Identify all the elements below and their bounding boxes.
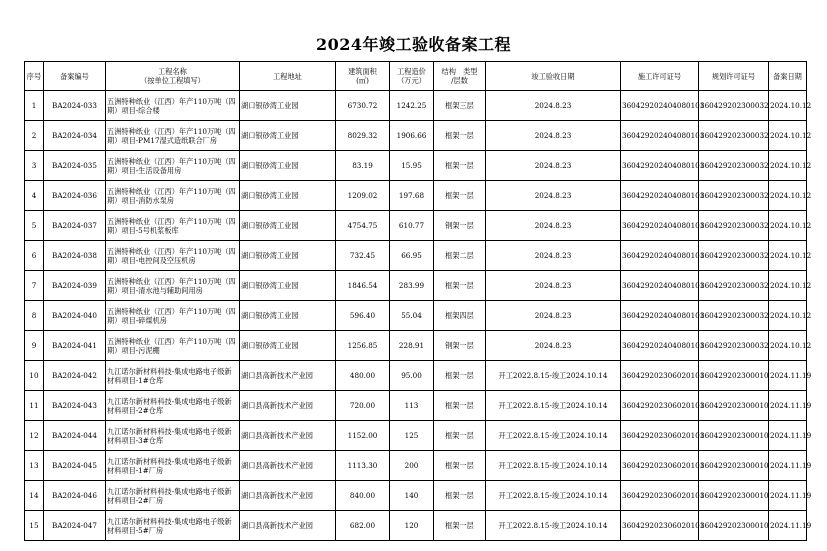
header-structure-line2: /层数 (451, 76, 468, 85)
cell-project-name: 五洲特种纸业（江西）年产110万吨（四期）项目-污泥棚 (106, 331, 240, 361)
cell-permit-no: 360429202404080101 (621, 181, 699, 211)
cell-area: 720.00 (336, 391, 390, 421)
cell-project-name: 九江诺尔新材料科技-集成电路电子级新材料项目-5#厂房 (106, 511, 240, 541)
table-row (25, 391, 807, 421)
header-cost (390, 62, 434, 91)
table-row (25, 511, 807, 541)
table-row (25, 151, 807, 181)
header-project-name (106, 62, 240, 91)
cell-structure: 框架一层 (434, 511, 486, 541)
cell-accept-date: 开工2022.8.15-竣工2024.10.14 (486, 361, 621, 391)
header-permit-no: 施工许可证号 (621, 62, 699, 91)
cell-accept-date: 2024.8.23 (486, 301, 621, 331)
cell-record-date: 2024.11.19 (769, 451, 807, 481)
cell-accept-date: 2024.8.23 (486, 211, 621, 241)
cell-record-no: BA2024-043 (44, 391, 106, 421)
cell-permit-no: 360429202404080101 (621, 211, 699, 241)
cell-address: 湖口银砂湾工业园 (240, 301, 336, 331)
table-row (25, 481, 807, 511)
cell-area: 1256.85 (336, 331, 390, 361)
cell-accept-date: 2024.8.23 (486, 271, 621, 301)
cell-project-name: 九江诺尔新材料科技-集成电路电子级新材料项目-2#仓库 (106, 391, 240, 421)
cell-record-no: BA2024-034 (44, 121, 106, 151)
cell-seq: 1 (25, 91, 44, 121)
cell-cost: 140 (390, 481, 434, 511)
cell-seq: 9 (25, 331, 44, 361)
cell-plan-no: 360429202300032 (699, 181, 769, 211)
cell-record-no: BA2024-047 (44, 511, 106, 541)
cell-area: 1113.30 (336, 451, 390, 481)
cell-accept-date: 2024.8.23 (486, 121, 621, 151)
cell-seq: 15 (25, 511, 44, 541)
cell-project-name: 五洲特种纸业（江西）年产110万吨（四期）项目-电控间及空压机房 (106, 241, 240, 271)
header-structure (434, 62, 486, 91)
cell-plan-no: 360429202300032 (699, 91, 769, 121)
cell-record-date: 2024.11.19 (769, 361, 807, 391)
cell-permit-no: 360429202306020101 (621, 421, 699, 451)
cell-record-no: BA2024-039 (44, 271, 106, 301)
cell-record-date: 2024.10.12 (769, 271, 807, 301)
cell-address: 湖口银砂湾工业园 (240, 91, 336, 121)
cell-record-no: BA2024-046 (44, 481, 106, 511)
table-row (25, 211, 807, 241)
cell-structure: 框架一层 (434, 451, 486, 481)
cell-record-date: 2024.10.12 (769, 241, 807, 271)
cell-cost: 228.91 (390, 331, 434, 361)
cell-permit-no: 360429202404080101 (621, 241, 699, 271)
cell-seq: 11 (25, 391, 44, 421)
cell-plan-no: 360429202300032 (699, 331, 769, 361)
cell-record-date: 2024.10.12 (769, 301, 807, 331)
cell-permit-no: 360429202404080101 (621, 271, 699, 301)
cell-record-date: 2024.10.12 (769, 181, 807, 211)
cell-structure: 框架一层 (434, 151, 486, 181)
cell-project-name: 五洲特种纸业（江西）年产110万吨（四期）项目-清水池与辅助间用房 (106, 271, 240, 301)
header-project-name-line2: （按单位工程填写） (140, 76, 205, 85)
cell-record-date: 2024.10.12 (769, 91, 807, 121)
cell-cost: 55.04 (390, 301, 434, 331)
cell-address: 湖口县高新技术产业园 (240, 421, 336, 451)
cell-cost: 1242.25 (390, 91, 434, 121)
cell-area: 732.45 (336, 241, 390, 271)
cell-permit-no: 360429202306020101 (621, 511, 699, 541)
cell-project-name: 五洲特种纸业（江西）年产110万吨（四期）项目-综合楼 (106, 91, 240, 121)
cell-seq: 8 (25, 301, 44, 331)
cell-project-name: 五洲特种纸业（江西）年产110万吨（四期）项目-5号机浆板库 (106, 211, 240, 241)
cell-address: 湖口县高新技术产业园 (240, 481, 336, 511)
cell-area: 840.00 (336, 481, 390, 511)
cell-structure: 框架一层 (434, 361, 486, 391)
header-project-name-line1: 工程名称 (158, 67, 187, 76)
header-cost-line2: （万元） (397, 76, 426, 85)
cell-address: 湖口银砂湾工业园 (240, 271, 336, 301)
cell-project-name: 九江诺尔新材料科技-集成电路电子级新材料项目-3#仓库 (106, 421, 240, 451)
table-row (25, 121, 807, 151)
cell-project-name: 九江诺尔新材料科技-集成电路电子级新材料项目-2#厂房 (106, 481, 240, 511)
cell-project-name: 五洲特种纸业（江西）年产110万吨（四期）项目-PM17湿式造纸联合厂房 (106, 121, 240, 151)
cell-record-no: BA2024-033 (44, 91, 106, 121)
cell-area: 1209.02 (336, 181, 390, 211)
cell-seq: 7 (25, 271, 44, 301)
records-table (24, 61, 812, 541)
cell-cost: 197.68 (390, 181, 434, 211)
cell-structure: 框架四层 (434, 301, 486, 331)
cell-plan-no: 360429202300032 (699, 121, 769, 151)
cell-record-no: BA2024-037 (44, 211, 106, 241)
cell-structure: 钢架一层 (434, 211, 486, 241)
cell-seq: 12 (25, 421, 44, 451)
cell-structure: 框架三层 (434, 91, 486, 121)
cell-area: 480.00 (336, 361, 390, 391)
cell-record-date: 2024.11.19 (769, 511, 807, 541)
cell-plan-no: 360429202300032 (699, 151, 769, 181)
cell-address: 湖口县高新技术产业园 (240, 511, 336, 541)
cell-plan-no: 360429202300010 (699, 361, 769, 391)
cell-permit-no: 360429202306020101 (621, 361, 699, 391)
cell-area: 83.19 (336, 151, 390, 181)
cell-accept-date: 2024.8.23 (486, 181, 621, 211)
cell-record-no: BA2024-042 (44, 361, 106, 391)
cell-structure: 框架一层 (434, 421, 486, 451)
cell-record-no: BA2024-040 (44, 301, 106, 331)
cell-address: 湖口县高新技术产业园 (240, 451, 336, 481)
cell-record-no: BA2024-041 (44, 331, 106, 361)
cell-seq: 4 (25, 181, 44, 211)
cell-project-name: 五洲特种纸业（江西）年产110万吨（四期）项目-碎煤机房 (106, 301, 240, 331)
cell-accept-date: 开工2022.8.15-竣工2024.10.14 (486, 511, 621, 541)
header-plan-no: 规划许可证号 (699, 62, 769, 91)
cell-record-date: 2024.11.19 (769, 421, 807, 451)
cell-address: 湖口银砂湾工业园 (240, 181, 336, 211)
cell-accept-date: 2024.8.23 (486, 331, 621, 361)
cell-cost: 200 (390, 451, 434, 481)
header-area (336, 62, 390, 91)
cell-plan-no: 360429202300010 (699, 481, 769, 511)
cell-address: 湖口县高新技术产业园 (240, 391, 336, 421)
cell-plan-no: 360429202300032 (699, 271, 769, 301)
cell-plan-no: 360429202300010 (699, 421, 769, 451)
cell-cost: 113 (390, 391, 434, 421)
cell-permit-no: 360429202306020101 (621, 481, 699, 511)
cell-seq: 10 (25, 361, 44, 391)
cell-record-date: 2024.10.12 (769, 211, 807, 241)
header-structure-line1: 结构 类型 (441, 67, 478, 76)
table-row (25, 181, 807, 211)
cell-cost: 120 (390, 511, 434, 541)
cell-project-name: 五洲特种纸业（江西）年产110万吨（四期）项目-生活设备用房 (106, 151, 240, 181)
cell-record-no: BA2024-045 (44, 451, 106, 481)
cell-accept-date: 开工2022.8.15-竣工2024.10.14 (486, 481, 621, 511)
cell-area: 682.00 (336, 511, 390, 541)
cell-seq: 5 (25, 211, 44, 241)
cell-permit-no: 360429202306020101 (621, 391, 699, 421)
cell-permit-no: 360429202404080101 (621, 151, 699, 181)
cell-accept-date: 开工2022.8.15-竣工2024.10.14 (486, 421, 621, 451)
cell-structure: 框架一层 (434, 481, 486, 511)
cell-cost: 15.95 (390, 151, 434, 181)
cell-permit-no: 360429202404080101 (621, 331, 699, 361)
cell-address: 湖口银砂湾工业园 (240, 121, 336, 151)
cell-structure: 框架一层 (434, 271, 486, 301)
cell-address: 湖口银砂湾工业园 (240, 151, 336, 181)
cell-structure: 框架一层 (434, 391, 486, 421)
cell-structure: 框架一层 (434, 121, 486, 151)
cell-accept-date: 2024.8.23 (486, 91, 621, 121)
cell-address: 湖口银砂湾工业园 (240, 241, 336, 271)
cell-area: 6730.72 (336, 91, 390, 121)
header-row (25, 62, 807, 91)
cell-record-no: BA2024-038 (44, 241, 106, 271)
cell-area: 1152.00 (336, 421, 390, 451)
cell-permit-no: 360429202404080101 (621, 91, 699, 121)
cell-plan-no: 360429202300010 (699, 511, 769, 541)
cell-accept-date: 开工2022.8.15-竣工2024.10.14 (486, 451, 621, 481)
cell-cost: 66.95 (390, 241, 434, 271)
cell-seq: 14 (25, 481, 44, 511)
table-row (25, 421, 807, 451)
cell-project-name: 五洲特种纸业（江西）年产110万吨（四期）项目-消防水泵房 (106, 181, 240, 211)
cell-seq: 2 (25, 121, 44, 151)
cell-cost: 283.99 (390, 271, 434, 301)
cell-address: 湖口银砂湾工业园 (240, 331, 336, 361)
header-cost-line1: 工程造价 (397, 67, 426, 76)
page-title: 2024年竣工验收备案工程 (315, 35, 512, 54)
cell-structure: 框架二层 (434, 241, 486, 271)
cell-plan-no: 360429202300010 (699, 451, 769, 481)
cell-cost: 1906.66 (390, 121, 434, 151)
cell-seq: 6 (25, 241, 44, 271)
cell-accept-date: 2024.8.23 (486, 241, 621, 271)
header-address: 工程地址 (240, 62, 336, 91)
cell-cost: 610.77 (390, 211, 434, 241)
cell-project-name: 九江诺尔新材料科技-集成电路电子级新材料项目-1#仓库 (106, 361, 240, 391)
cell-plan-no: 360429202300032 (699, 241, 769, 271)
cell-record-date: 2024.11.19 (769, 391, 807, 421)
cell-area: 596.40 (336, 301, 390, 331)
table-row (25, 271, 807, 301)
cell-project-name: 九江诺尔新材料科技-集成电路电子级新材料项目-1#厂房 (106, 451, 240, 481)
cell-accept-date: 开工2022.8.15-竣工2024.10.14 (486, 391, 621, 421)
table-row (25, 451, 807, 481)
cell-record-date: 2024.10.12 (769, 121, 807, 151)
cell-address: 湖口银砂湾工业园 (240, 211, 336, 241)
cell-record-date: 2024.11.19 (769, 481, 807, 511)
table-row (25, 241, 807, 271)
cell-record-date: 2024.10.12 (769, 331, 807, 361)
cell-record-date: 2024.10.12 (769, 151, 807, 181)
cell-area: 8029.32 (336, 121, 390, 151)
table-row (25, 91, 807, 121)
header-area-line2: (㎡) (356, 76, 369, 85)
cell-accept-date: 2024.8.23 (486, 151, 621, 181)
cell-record-no: BA2024-036 (44, 181, 106, 211)
cell-structure: 框架一层 (434, 181, 486, 211)
cell-cost: 95.00 (390, 361, 434, 391)
cell-area: 4754.75 (336, 211, 390, 241)
header-seq: 序号 (25, 62, 44, 91)
table-row (25, 301, 807, 331)
cell-cost: 125 (390, 421, 434, 451)
table-row (25, 331, 807, 361)
cell-plan-no: 360429202300032 (699, 301, 769, 331)
cell-address: 湖口县高新技术产业园 (240, 361, 336, 391)
cell-permit-no: 360429202306020101 (621, 451, 699, 481)
header-accept-date: 竣工验收日期 (486, 62, 621, 91)
header-record-date: 备案日期 (769, 62, 807, 91)
cell-record-no: BA2024-035 (44, 151, 106, 181)
header-area-line1: 建筑面积 (348, 67, 377, 76)
cell-seq: 3 (25, 151, 44, 181)
cell-permit-no: 360429202404080101 (621, 121, 699, 151)
cell-record-no: BA2024-044 (44, 421, 106, 451)
cell-structure: 钢架一层 (434, 331, 486, 361)
cell-seq: 13 (25, 451, 44, 481)
cell-plan-no: 360429202300010 (699, 391, 769, 421)
table-row (25, 361, 807, 391)
cell-area: 1846.54 (336, 271, 390, 301)
cell-permit-no: 360429202404080101 (621, 301, 699, 331)
cell-plan-no: 360429202300032 (699, 211, 769, 241)
header-record-no: 备案编号 (44, 62, 106, 91)
